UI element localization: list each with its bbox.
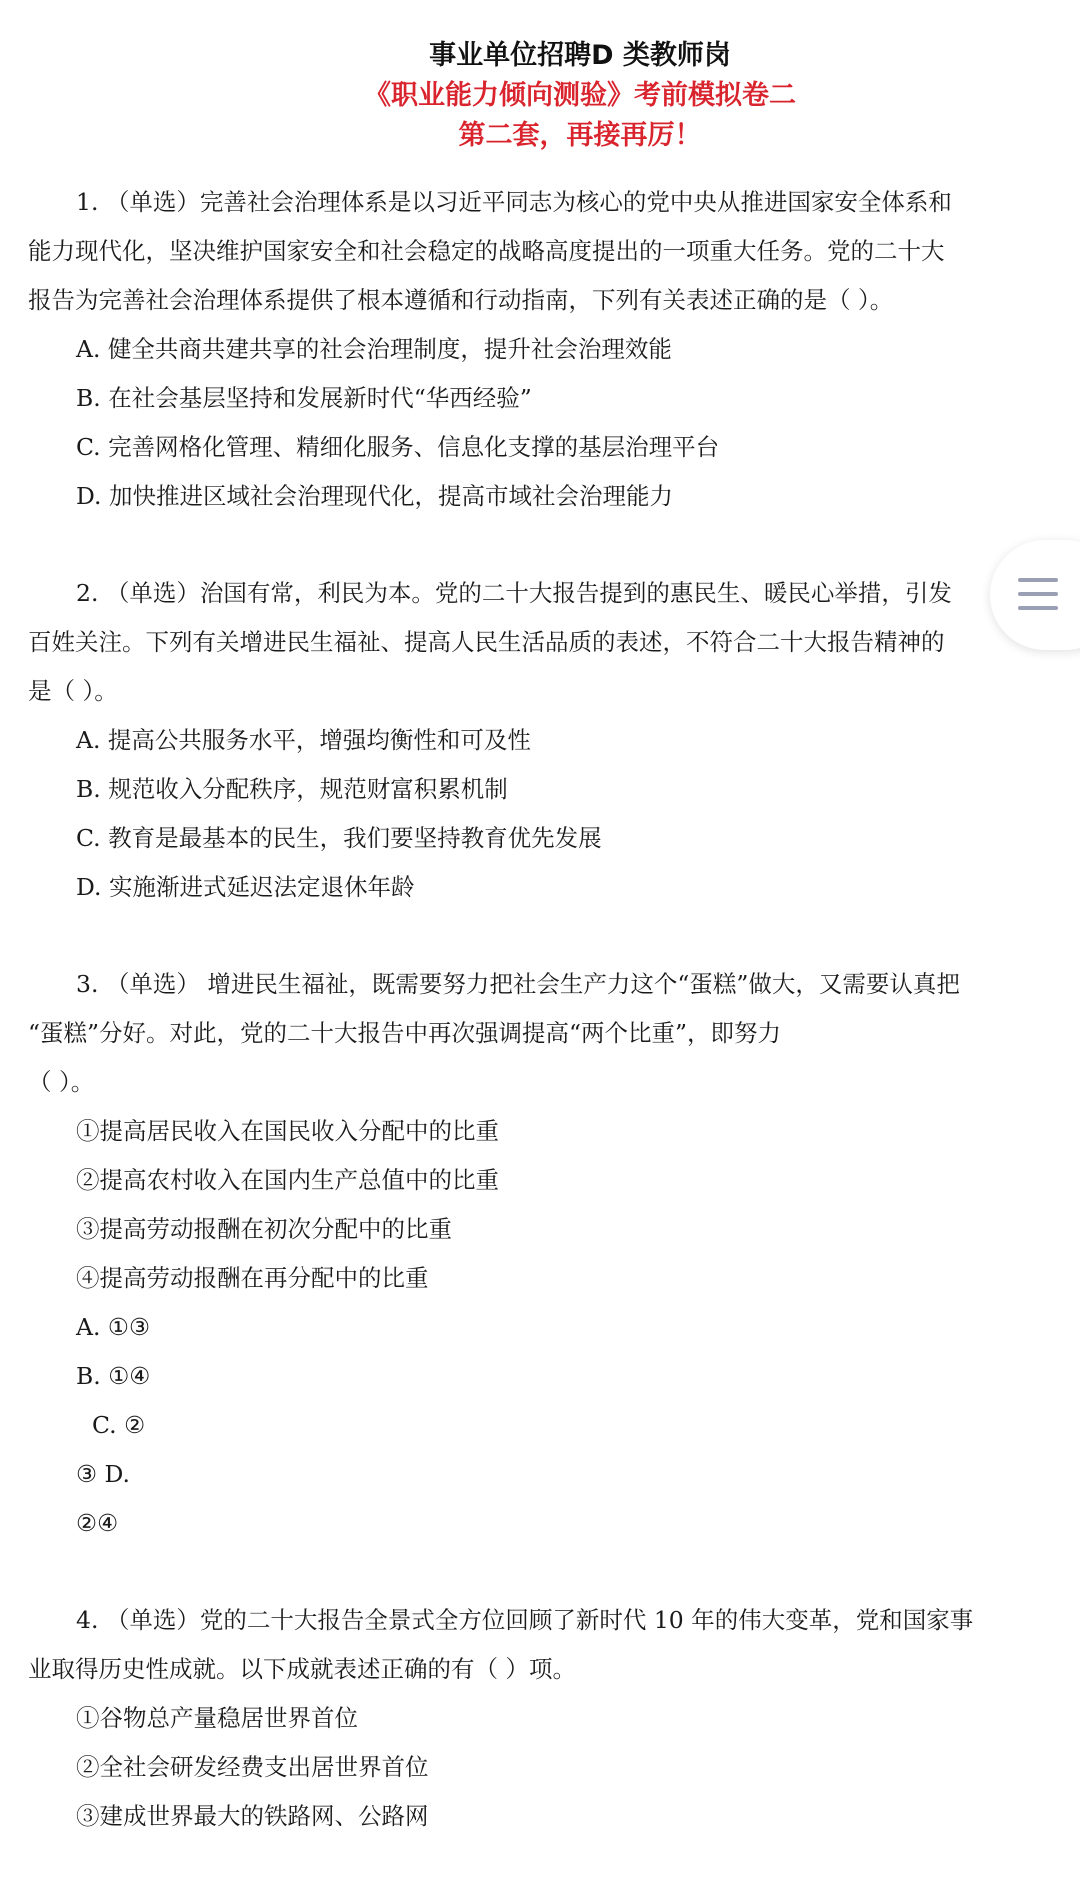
question-3-option-d: ②④ xyxy=(76,1509,119,1537)
question-3-stem-line: 3. （单选） 增进民生福祉，既需要努力把社会生产力这个“蛋糕”做大，又需要认真把 xyxy=(76,970,960,998)
question-2-option-d: D. 实施渐进式延迟法定退休年龄 xyxy=(76,873,415,901)
question-4-stem-line: 4. （单选）党的二十大报告全景式全方位回顾了新时代 10 年的伟大变革，党和国家事 xyxy=(76,1606,974,1634)
question-2-option-c: C. 教育是最基本的民生，我们要坚持教育优先发展 xyxy=(76,824,602,852)
question-4-statement-1: ①谷物总产量稳居世界首位 xyxy=(76,1704,358,1732)
question-list xyxy=(28,178,1018,1889)
question-3-statement-1: ①提高居民收入在国民收入分配中的比重 xyxy=(76,1117,499,1145)
question-4-stem-line: 业取得历史性成就。以下成就表述正确的有（ ）项。 xyxy=(28,1655,576,1683)
question-2-option-b: B. 规范收入分配秩序，规范财富积累机制 xyxy=(76,775,508,803)
question-1-option-b: B. 在社会基层坚持和发展新时代“华西经验” xyxy=(76,384,532,412)
question-3-statement-4: ④提高劳动报酬在再分配中的比重 xyxy=(76,1264,429,1292)
question-3-stem-line: “蛋糕”分好。对此，党的二十大报告中再次强调提高“两个比重”，即努力 xyxy=(28,1019,782,1047)
question-1-option-d: D. 加快推进区域社会治理现代化，提高市域社会治理能力 xyxy=(76,482,673,510)
question-2 xyxy=(28,569,1018,912)
question-2-option-a: A. 提高公共服务水平，增强均衡性和可及性 xyxy=(76,726,531,754)
question-4 xyxy=(28,1596,1018,1841)
document-header xyxy=(0,36,1080,156)
header-subtitle: 《职业能力倾向测验》考前模拟卷二 xyxy=(364,80,796,111)
question-3 xyxy=(28,960,1018,1548)
question-4-statement-3: ③建成世界最大的铁路网、公路网 xyxy=(76,1802,429,1830)
question-3-stem-line: （ ）。 xyxy=(28,1068,95,1096)
header-title: 事业单位招聘D 类教师岗 xyxy=(429,40,731,71)
question-1-option-c: C. 完善网格化管理、精细化服务、信息化支撑的基层治理平台 xyxy=(76,433,720,461)
question-2-stem-line: 2. （单选）治国有常，利民为本。党的二十大报告提到的惠民生、暖民心举措，引发 xyxy=(76,579,952,607)
question-3-statement-2: ②提高农村收入在国内生产总值中的比重 xyxy=(76,1166,499,1194)
question-1 xyxy=(28,178,1018,521)
question-1-stem-line: 能力现代化，坚决维护国家安全和社会稳定的战略高度提出的一项重大任务。党的二十大 xyxy=(28,237,945,265)
question-3-option-c-d: ③ D. xyxy=(76,1460,131,1488)
header-slogan: 第二套，再接再厉！ xyxy=(458,120,702,151)
question-3-statement-3: ③提高劳动报酬在初次分配中的比重 xyxy=(76,1215,452,1243)
question-1-option-a: A. 健全共商共建共享的社会治理制度，提升社会治理效能 xyxy=(76,335,672,363)
question-3-option-a: A. ①③ xyxy=(76,1313,151,1341)
question-2-stem-line: 百姓关注。下列有关增进民生福祉、提高人民生活品质的表述，不符合二十大报告精神的 xyxy=(28,628,945,656)
question-2-stem-line: 是（ ）。 xyxy=(28,677,118,705)
menu-icon xyxy=(1018,578,1058,620)
question-1-stem-line: 1. （单选）完善社会治理体系是以习近平同志为核心的党中央从推进国家安全体系和 xyxy=(76,188,952,216)
question-4-statement-2: ②全社会研发经费支出居世界首位 xyxy=(76,1753,429,1781)
question-3-option-b: B. ①④ xyxy=(76,1362,151,1390)
question-1-stem-line: 报告为完善社会治理体系提供了根本遵循和行动指南，下列有关表述正确的是（ ）。 xyxy=(28,286,894,314)
question-3-option-c: C. ② xyxy=(92,1411,146,1439)
